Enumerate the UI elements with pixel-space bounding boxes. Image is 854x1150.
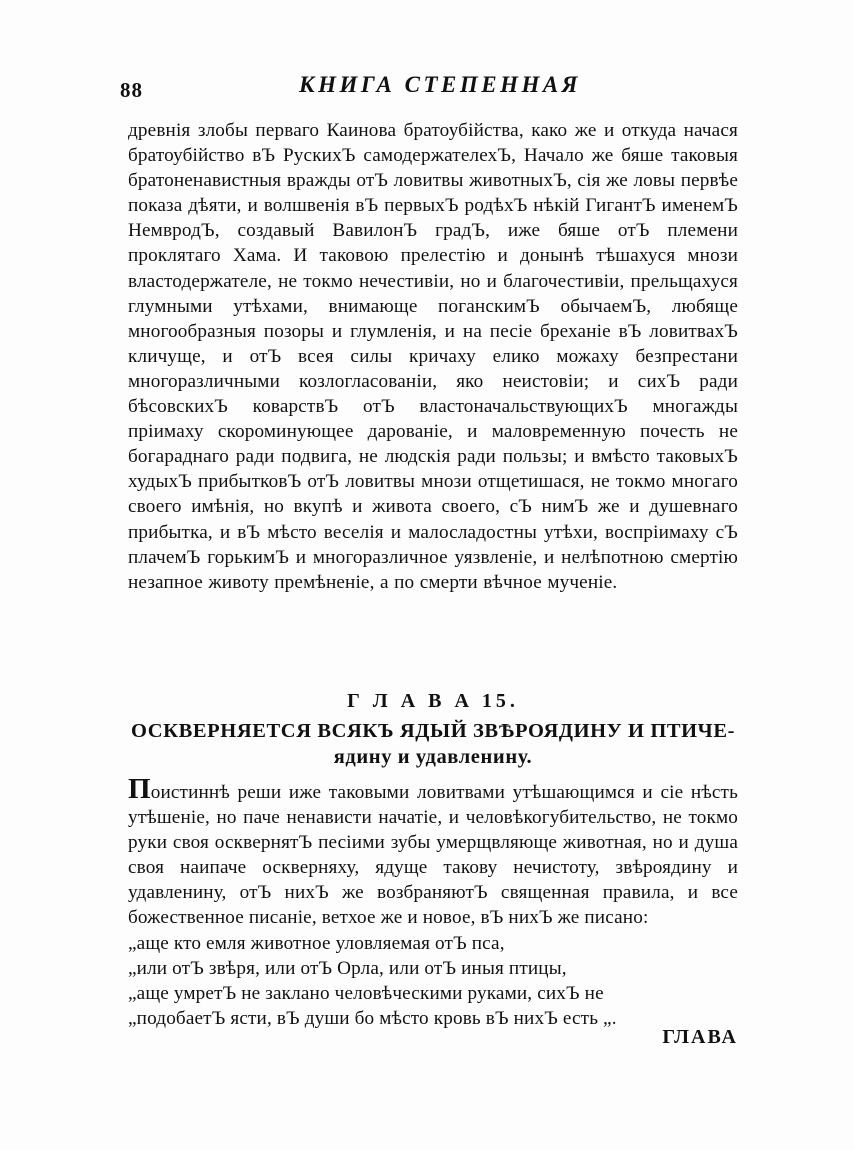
main-text-block — [128, 118, 738, 595]
folio-number: 88 — [120, 78, 143, 102]
chapter-label-wrap — [128, 690, 738, 713]
running-title: КНИГА СТЕПЕННАЯ — [298, 72, 582, 97]
chapter-label: Г Л А В А 15. — [347, 690, 519, 712]
quotation-block — [128, 931, 738, 1031]
catchword: ГЛАВА — [662, 1026, 738, 1048]
paragraph-second-text: оистиннѣ реши иже таковыми ловитвами утѣшающимся и сіе нѣсть утѣшеніе, но паче ненависти начатіе, и человѣкогубительство, не токмо руки своя осквернятЪ песіими зубы умерщвляюще животная, но и душа своя наипаче оскверняху, ядуще такову нечистоту, звѣроядину и удавленину, отЪ нихЪ же возбраняютЪ священная правила, и все божественное писаніе, ветхое же и новое, вЪ нихЪ же писано: — [128, 782, 738, 929]
paragraph-main: древнія злобы перваго Каинова братоубійства, како же и откуда начася братоубійство вЪ РускихЪ самодержателехЪ, Начало же бяше таковыя братоненавистныя вражды отЪ ловитвы животныхЪ, сія же ловы первѣе показа дѣяти, и волшвенія вЪ первыхЪ родѣхЪ нѣкій ГигантЪ именемЪ НемвродЪ, создавый ВавилонЪ градЪ, иже бяше отЪ племени проклятаго Хама. И таковою прелестію и донынѣ тѣшахуся мнози властодержателе, не токмо нечестивіи, но и благочестивіи, прельщахуся глумными утѣхами, внимающе поганскимЪ обычаемЪ, любяще многообразныя позоры и глумленія, и на песіе бреханіе вЪ ловитвахЪ кличуще, и отЪ всея силы кричаху елико можаху безпрестани многоразличными козлогласованіи, яко неистовіи; и сихЪ ради бѣсовскихЪ коварствЪ отЪ властоначальствующихЪ многажды пріимаху скороминующее дарованіе, и маловременную почесть не богараднаго ради подвига, не людскія ради пользы; и вмѣсто таковыхЪ худыхЪ прибытковЪ отЪ ловитвы мнози отщетишася, не токмо многаго своего имѣнія, но вкупѣ и живота своего, сЪ нимЪ же и душевнаго прибытка, и вЪ мѣсто веселія и малосладостны утѣхи, воспріимаху сЪ плачемЪ горькимЪ и многоразличное уязвленіе, и нелѣпотною смертію незапное животу премѣненіе, а по смерти вѣчное мученіе. — [128, 120, 738, 593]
paragraph-second — [128, 773, 738, 931]
page-header — [120, 72, 760, 106]
quote-line: „или отЪ звѣря, или отЪ Орла, или отЪ иныя птицы, — [128, 957, 567, 979]
chapter-title-line-2: ядину и удавленину. — [333, 746, 533, 768]
second-text-block — [128, 773, 738, 1031]
quote-line: „подобаетЪ ясти, вЪ души бо мѣсто кровь вЪ нихЪ есть „. — [128, 1007, 617, 1029]
drop-cap: П — [128, 773, 151, 805]
quote-line: „аще кто емля животное уловляемая отЪ пса, — [128, 932, 505, 954]
chapter-title — [128, 718, 738, 770]
chapter-title-line-1: ОСКВЕРНЯЕТСЯ ВСЯКЪ ЯДЫЙ ЗВѢРОЯДИНУ И ПТИЧЕ- — [130, 720, 736, 742]
quote-line: „аще умретЪ не заклано человѣческими руками, сихЪ не — [128, 982, 604, 1004]
